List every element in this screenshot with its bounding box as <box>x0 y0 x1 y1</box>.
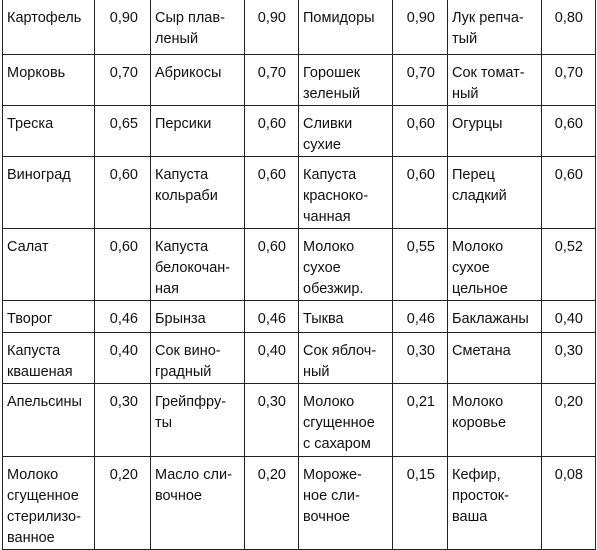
product-value: 0,30 <box>542 333 596 384</box>
product-name: Баклажаны <box>448 301 542 333</box>
product-value: 0,30 <box>95 384 151 457</box>
product-value: 0,40 <box>95 333 151 384</box>
product-name: Кефир, просток- ваша <box>448 457 542 550</box>
product-name: Перец сладкий <box>448 157 542 229</box>
table-row <box>3 106 596 157</box>
product-value: 0,46 <box>245 301 299 333</box>
table-row <box>3 229 596 301</box>
product-name: Молоко сгущенное с сахаром <box>299 384 393 457</box>
product-name: Капуста кольраби <box>151 157 245 229</box>
product-value: 0,60 <box>542 106 596 157</box>
product-name: Капуста белокочан- ная <box>151 229 245 301</box>
product-value: 0,70 <box>393 55 448 106</box>
product-value: 0,46 <box>95 301 151 333</box>
product-value: 0,70 <box>245 55 299 106</box>
product-value: 0,60 <box>393 106 448 157</box>
product-name: Абрикосы <box>151 55 245 106</box>
product-value: 0,40 <box>542 301 596 333</box>
product-value: 0,15 <box>393 457 448 550</box>
product-name: Сметана <box>448 333 542 384</box>
product-value: 0,90 <box>95 0 151 55</box>
product-name: Молоко сухое обезжир. <box>299 229 393 301</box>
product-value: 0,46 <box>393 301 448 333</box>
product-value: 0,60 <box>95 229 151 301</box>
product-value: 0,52 <box>542 229 596 301</box>
product-name: Апельсины <box>3 384 95 457</box>
product-value: 0,80 <box>542 0 596 55</box>
product-name: Молоко сгущенное стерилизо- ванное <box>3 457 95 550</box>
product-value: 0,65 <box>95 106 151 157</box>
table-row <box>3 55 596 106</box>
product-name: Брынза <box>151 301 245 333</box>
product-value: 0,60 <box>245 229 299 301</box>
product-name: Помидоры <box>299 0 393 55</box>
table-row <box>3 457 596 550</box>
table-row <box>3 384 596 457</box>
product-value: 0,90 <box>393 0 448 55</box>
product-value: 0,20 <box>542 384 596 457</box>
product-name: Мороже- ное сли- вочное <box>299 457 393 550</box>
product-name: Горошек зеленый <box>299 55 393 106</box>
product-value: 0,60 <box>245 106 299 157</box>
product-name: Лук репча- тый <box>448 0 542 55</box>
product-name: Капуста краснoко- чанная <box>299 157 393 229</box>
product-value: 0,70 <box>95 55 151 106</box>
product-value: 0,20 <box>245 457 299 550</box>
product-name: Творог <box>3 301 95 333</box>
table-row <box>3 0 596 55</box>
product-value: 0,40 <box>245 333 299 384</box>
product-name: Сливки сухие <box>299 106 393 157</box>
product-name: Сыр плав- леный <box>151 0 245 55</box>
product-name: Молоко сухое цельное <box>448 229 542 301</box>
table-row <box>3 157 596 229</box>
product-name: Треска <box>3 106 95 157</box>
product-value: 0,55 <box>393 229 448 301</box>
table-row <box>3 333 596 384</box>
product-value: 0,60 <box>245 157 299 229</box>
product-name: Картофель <box>3 0 95 55</box>
product-value: 0,21 <box>393 384 448 457</box>
product-value: 0,60 <box>393 157 448 229</box>
product-name: Масло сли- вочное <box>151 457 245 550</box>
food-coefficient-table <box>2 0 596 550</box>
product-name: Грейпфру- ты <box>151 384 245 457</box>
product-name: Морковь <box>3 55 95 106</box>
product-value: 0,60 <box>95 157 151 229</box>
product-name: Сок вино- градный <box>151 333 245 384</box>
product-value: 0,90 <box>245 0 299 55</box>
product-value: 0,70 <box>542 55 596 106</box>
product-name: Виноград <box>3 157 95 229</box>
product-value: 0,30 <box>245 384 299 457</box>
product-name: Сок томат- ный <box>448 55 542 106</box>
product-value: 0,08 <box>542 457 596 550</box>
product-name: Персики <box>151 106 245 157</box>
product-name: Салат <box>3 229 95 301</box>
product-name: Огурцы <box>448 106 542 157</box>
product-name: Молоко коровье <box>448 384 542 457</box>
product-value: 0,60 <box>542 157 596 229</box>
product-value: 0,30 <box>393 333 448 384</box>
table-row <box>3 301 596 333</box>
product-name: Тыква <box>299 301 393 333</box>
product-name: Сок яблоч- ный <box>299 333 393 384</box>
product-name: Капуста квашеная <box>3 333 95 384</box>
product-value: 0,20 <box>95 457 151 550</box>
